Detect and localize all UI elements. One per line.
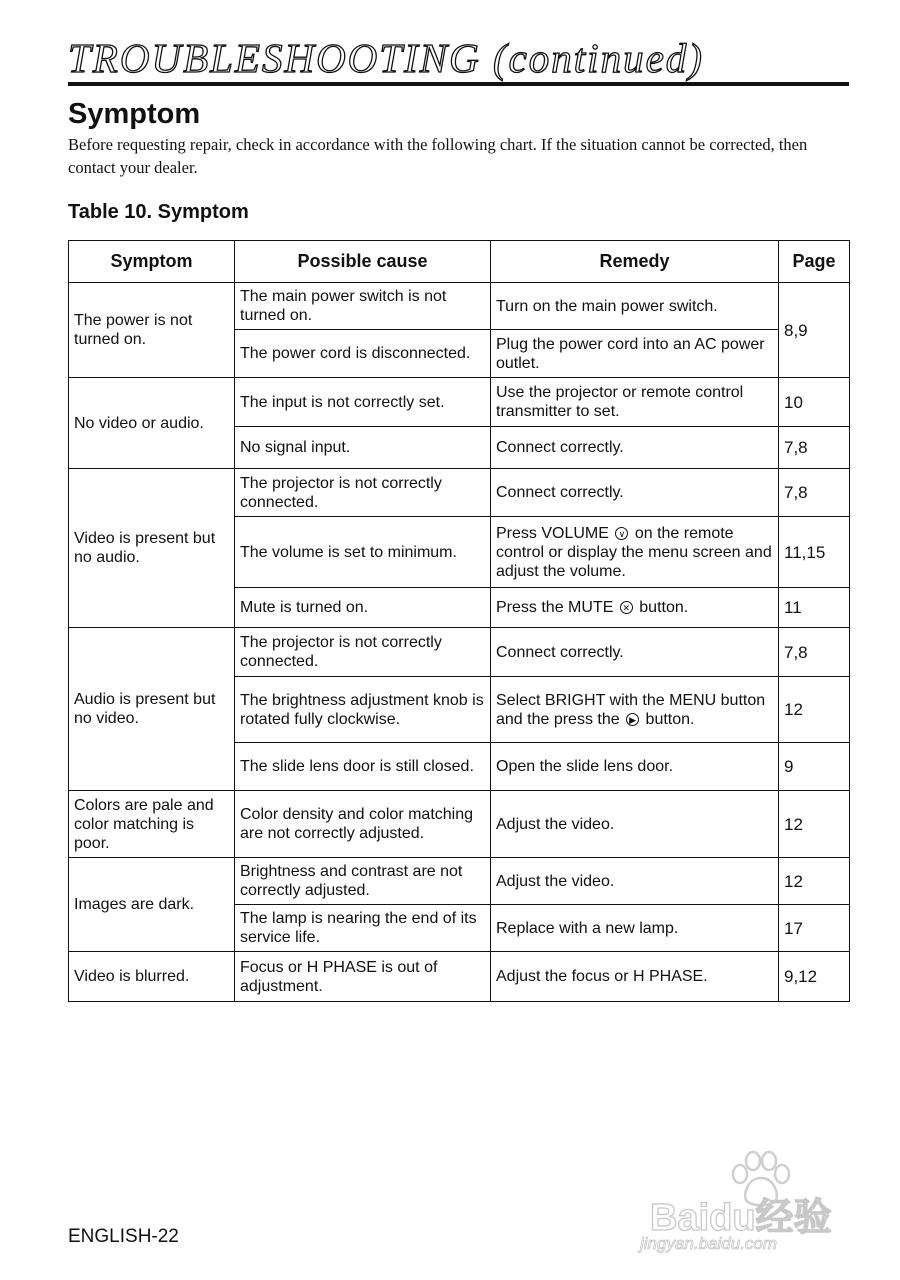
symptom-cell: Audio is present but no video. — [69, 628, 235, 791]
cause-cell: Color density and color matching are not correctly adjusted. — [235, 791, 491, 858]
cause-cell: The projector is not correctly connected. — [235, 628, 491, 677]
page-cell: 11 — [779, 588, 850, 628]
header-rule — [68, 82, 849, 86]
remedy-cell: Adjust the video. — [491, 791, 779, 858]
page-cell: 12 — [779, 791, 850, 858]
cause-cell: The projector is not correctly connected. — [235, 469, 491, 517]
table-row — [69, 628, 850, 677]
page-cell: 11,15 — [779, 517, 850, 588]
remedy-cell: Connect correctly. — [491, 469, 779, 517]
cause-cell: The lamp is nearing the end of its service life. — [235, 905, 491, 952]
cause-cell: The volume is set to minimum. — [235, 517, 491, 588]
page-cell: 8,9 — [779, 283, 850, 378]
cause-cell: Brightness and contrast are not correctly adjusted. — [235, 858, 491, 905]
cause-cell: The input is not correctly set. — [235, 378, 491, 427]
page-cell: 7,8 — [779, 427, 850, 469]
table-row — [69, 791, 850, 858]
remedy-cell: Plug the power cord into an AC power outlet. — [491, 330, 779, 378]
cause-cell: The main power switch is not turned on. — [235, 283, 491, 330]
intro-paragraph: Before requesting repair, check in accordance with the following chart. If the situation cannot be corrected, then contact your dealer. — [68, 135, 808, 177]
remedy-cell — [491, 588, 779, 628]
symptom-table — [68, 240, 850, 1002]
remedy-text: button. — [639, 599, 689, 616]
page-number: ENGLISH-22 — [68, 1226, 179, 1247]
table-row — [69, 952, 850, 1002]
volume-down-button-icon: ∨ — [615, 527, 628, 540]
remedy-cell: Adjust the focus or H PHASE. — [491, 952, 779, 1002]
cause-cell: Focus or H PHASE is out of adjustment. — [235, 952, 491, 1002]
watermark-brand: Baidu经验 — [650, 1197, 832, 1239]
page-cell: 10 — [779, 378, 850, 427]
page-cell: 12 — [779, 677, 850, 743]
remedy-cell: Open the slide lens door. — [491, 743, 779, 791]
table-caption: Table 10. Symptom — [68, 201, 249, 223]
remedy-text: Press VOLUME — [496, 524, 609, 542]
symptom-cell: No video or audio. — [69, 378, 235, 469]
symptom-cell: Colors are pale and color matching is poor. — [69, 791, 235, 858]
header-symptom: Symptom — [69, 241, 235, 283]
page-cell: 7,8 — [779, 628, 850, 677]
remedy-cell — [491, 677, 779, 743]
cause-cell: No signal input. — [235, 427, 491, 469]
remedy-text: button. — [645, 710, 695, 728]
symptom-cell: Video is present but no audio. — [69, 469, 235, 628]
symptom-cell: Images are dark. — [69, 858, 235, 952]
table-row — [69, 378, 850, 427]
table-header-row — [69, 241, 850, 283]
table-row — [69, 283, 850, 330]
remedy-cell — [491, 517, 779, 588]
remedy-cell: Use the projector or remote control transmitter to set. — [491, 378, 779, 427]
watermark — [640, 1150, 850, 1260]
header-possible-cause: Possible cause — [235, 241, 491, 283]
page-cell: 12 — [779, 858, 850, 905]
section-title: Symptom — [68, 98, 201, 130]
watermark-url: jingyan.baidu.com — [640, 1234, 778, 1253]
cause-cell: The power cord is disconnected. — [235, 330, 491, 378]
page-cell: 9,12 — [779, 952, 850, 1002]
remedy-text: Select BRIGHT with the MENU button and the press the — [496, 691, 766, 728]
page-cell: 9 — [779, 743, 850, 791]
right-arrow-button-icon: ▶ — [626, 713, 639, 726]
page-cell: 7,8 — [779, 469, 850, 517]
remedy-text: on the remote control or display the menu screen and adjust the volume. — [496, 524, 772, 580]
cause-cell: Mute is turned on. — [235, 588, 491, 628]
header-page: Page — [779, 241, 850, 283]
cause-cell: The slide lens door is still closed. — [235, 743, 491, 791]
cause-cell: The brightness adjustment knob is rotated fully clockwise. — [235, 677, 491, 743]
remedy-text: Press the MUTE — [496, 599, 614, 616]
remedy-cell: Connect correctly. — [491, 427, 779, 469]
symptom-cell: The power is not turned on. — [69, 283, 235, 378]
page-header-title: TROUBLESHOOTING (continued) — [68, 35, 704, 81]
page-cell: 17 — [779, 905, 850, 952]
symptom-cell: Video is blurred. — [69, 952, 235, 1002]
mute-button-icon: ✕ — [620, 601, 633, 614]
header-remedy: Remedy — [491, 241, 779, 283]
table-row — [69, 858, 850, 905]
remedy-cell: Turn on the main power switch. — [491, 283, 779, 330]
remedy-cell: Adjust the video. — [491, 858, 779, 905]
table-row — [69, 469, 850, 517]
remedy-cell: Connect correctly. — [491, 628, 779, 677]
remedy-cell: Replace with a new lamp. — [491, 905, 779, 952]
